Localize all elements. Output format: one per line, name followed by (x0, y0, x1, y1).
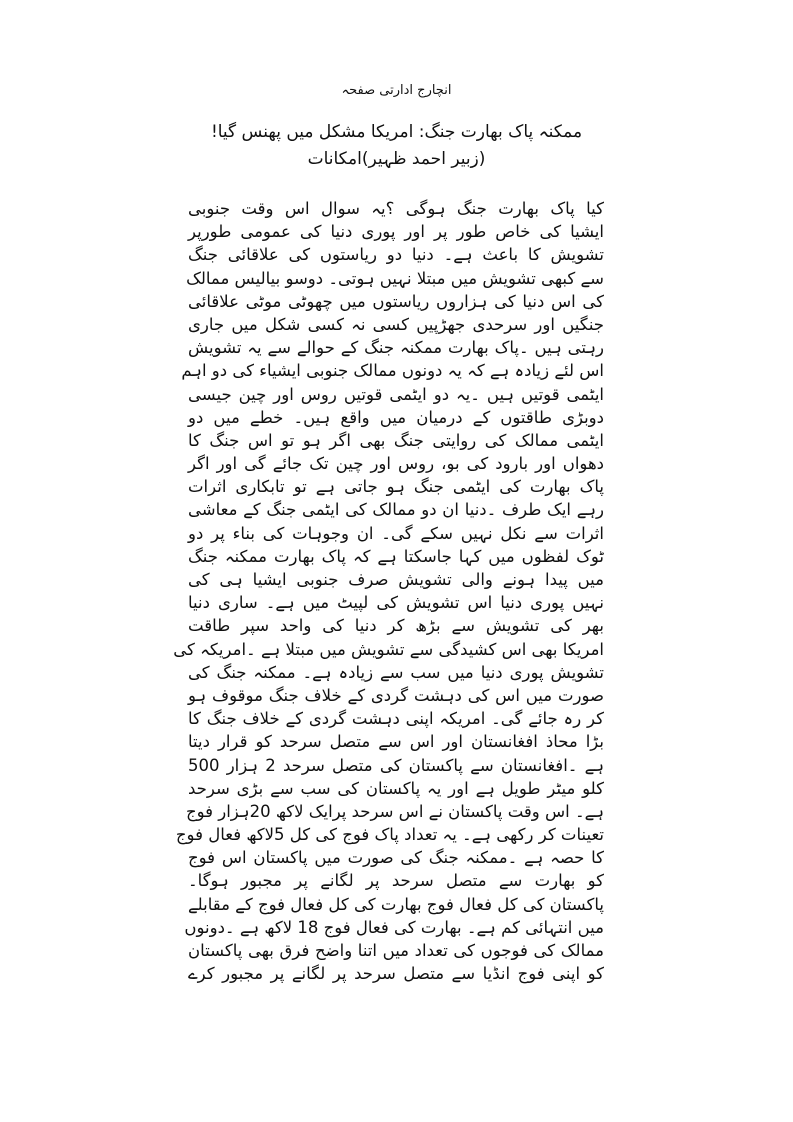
body-line: پاکستان کی کل فعال فوج بھارت کی کل فعال فوج کے مقابلے (188, 894, 604, 914)
body-line: میں پیدا ہونے والی تشویش صرف جنوبی ایشیا ہی کی (188, 570, 604, 589)
body-line: کی اس دنیا کی ہزاروں ریاستوں میں چھوٹی موٹی علاقائی (188, 291, 604, 311)
body-line: اس لئے زیادہ ہے کہ یہ دونوں ممالک جنوبی ایشیاء کی دو اہم (181, 361, 604, 381)
body-line: ہے ۔افغانستان سے پاکستان کی متصل سرحد 2 ہزار 500 (188, 755, 604, 775)
body-line: کر رہ جائے گی۔ امریکہ اپنی دہشت گردی کے خلاف جنگ کا (188, 709, 604, 729)
article-title: ممکنہ پاک بھارت جنگ: امریکا مشکل میں پھنس گیا! (210, 122, 583, 142)
body-line: کیا پاک بھارت جنگ ہوگی ؟یہ سوال اس وقت جنوبی (188, 199, 604, 218)
body-line: دھواں اور بارود کی بو، روس اور چین تک جائے گی اور اگر (188, 454, 604, 474)
body-line: کو بھارت سے متصل سرحد پر لگانے پر مجبور ہوگا۔ (188, 871, 604, 891)
body-line: کا حصہ ہے ۔ممکنہ جنگ کی صورت میں پاکستان اس فوج (188, 848, 604, 868)
body-line: رہتی ہیں ۔پاک بھارت ممکنہ جنگ کے حوالے سے یہ تشویش (188, 338, 604, 358)
body-line: نہیں پوری دنیا اس تشویش کی لپیٹ میں ہے۔ ساری دنیا (188, 593, 604, 613)
body-line: تعینات کر رکھی ہے۔ یہ تعداد پاک فوج کی کل 5لاکھ فعال فوج (175, 825, 604, 845)
body-line: ممالک کی فوجوں کی تعداد میں اتنا واضح فرق بھی پاکستان (188, 941, 604, 960)
body-line: دوبڑی طاقتوں کے درمیان میں واقع ہیں۔ خطے میں دو (188, 407, 604, 427)
article-byline: (زبیر احمد ظہیر)امکانات (307, 149, 486, 169)
body-line: میں انتہائی کم ہے۔ بھارت کی فعال فوج 18 لاکھ ہے ۔دونوں (184, 917, 604, 937)
body-line: تشویش پوری دنیا میں سب سے زیادہ ہے۔ ممکنہ جنگ کی (188, 662, 604, 682)
body-line: ٹوک لفظوں میں کہا جاسکتا ہے کہ پاک بھارت ممکنہ جنگ (188, 546, 604, 566)
header-note: انچارج ادارتی صفحہ (341, 83, 452, 98)
body-line: کو اپنی فوج انڈیا سے متصل سرحد پر لگانے پر مجبور کرے (188, 964, 604, 984)
body-line: بھر کی تشویش سے بڑھ کر دنیا کی واحد سپر طاقت (188, 616, 604, 636)
body-line: ایٹمی ممالک کی روایتی جنگ بھی اگر ہو تو اس جنگ کا (188, 430, 604, 450)
body-line: پاک بھارت کی ایٹمی جنگ ہو جاتی ہے تو تابکاری اثرات (188, 477, 604, 497)
body-line: اثرات سے نکل نہیں سکے گی۔ ان وجوہات کی بناء پر دو (188, 523, 604, 543)
body-line: جنگیں اور سرحدی جھڑپیں کسی نہ کسی شکل میں جاری (188, 314, 604, 334)
body-line: امریکا بھی اس کشیدگی سے تشویش میں مبتلا ہے ۔امریکہ کی (173, 639, 604, 659)
article-body (173, 197, 604, 1027)
body-line: صورت میں اس کی دہشت گردی کے خلاف جنگ موقوف ہو (188, 685, 604, 705)
body-line: ہے۔ اس وقت پاکستان نے اس سرحد پرایک لاکھ 20ہزار فوج (185, 801, 604, 821)
body-line: رہے ایک طرف ۔دنیا ان دو ممالک کی ایٹمی جنگ کے معاشی (188, 500, 604, 520)
body-line: کلو میٹر طویل ہے اور یہ پاکستان کی سب سے بڑی سرحد (188, 778, 604, 798)
body-line: ایشیا کی خاص طور پر اور پوری دنیا کی عمومی طورپر (188, 222, 604, 242)
body-line: ایٹمی قوتیں ہیں ۔یہ دو ایٹمی قوتیں روس اور چین جیسی (188, 384, 604, 404)
body-line: سے کبھی تشویش میں مبتلا نہیں ہوتی۔ دوسو بیالیس ممالک (186, 268, 604, 288)
body-line: تشویش کا باعث ہے۔ دنیا دو ریاستوں کی علاقائی جنگ (188, 245, 604, 265)
body-line: بڑا محاذ افغانستان اور اس سے متصل سرحد کو قرار دیتا (188, 732, 604, 752)
